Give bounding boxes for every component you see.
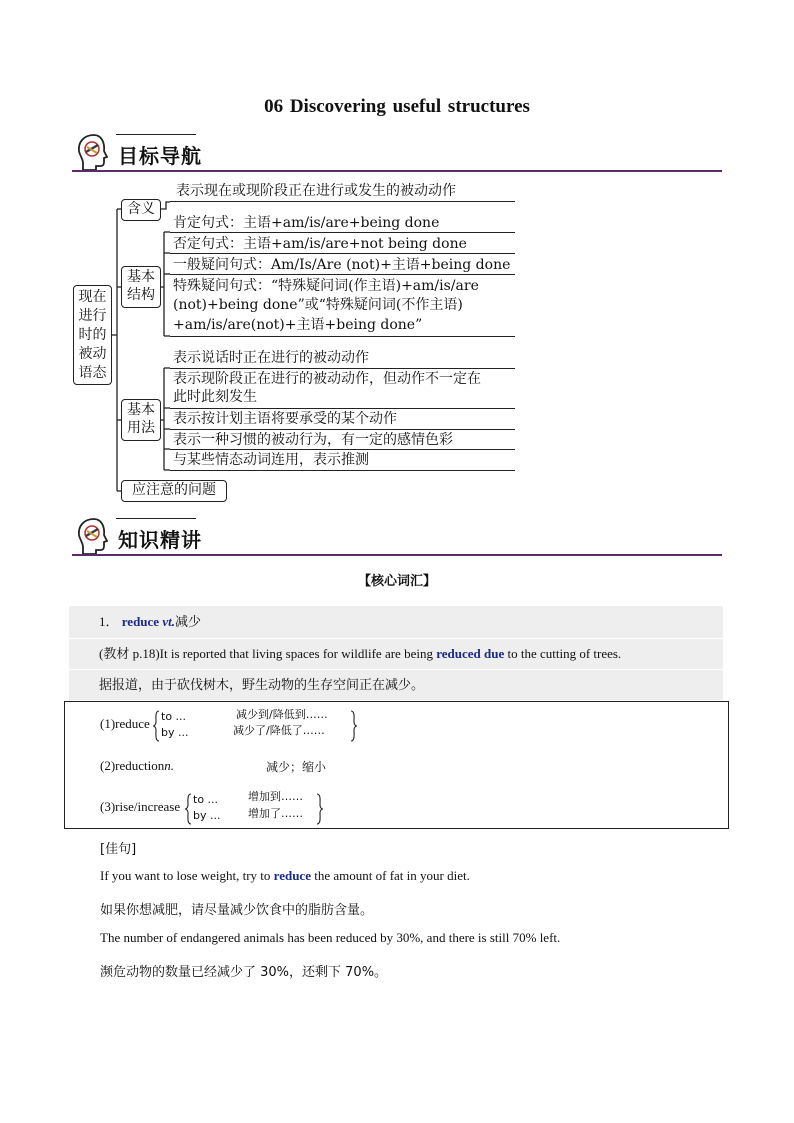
underline <box>170 253 515 254</box>
structure-negative: 否定句式：主语+am/is/are+not being done <box>173 236 467 252</box>
usage-item-5: 与某些情态动词连用，表示推测 <box>173 452 369 468</box>
underline <box>170 336 515 337</box>
usage-1-opt1: to ... <box>161 710 187 723</box>
usage-3-cn2: 增加了…… <box>248 807 303 820</box>
structure-special-question-1: 特殊疑问句式：“特殊疑问词(作主语)+am/is/are <box>173 278 479 294</box>
usage-2-word: (2)reduction <box>100 758 165 773</box>
good-sentence-1 <box>100 868 470 884</box>
structure-affirmative: 肯定句式：主语+am/is/are+being done <box>173 215 440 231</box>
branch-notes-label: 应注意的问题 <box>132 482 216 498</box>
good-sentence-1-highlight: reduce <box>273 868 311 883</box>
entry-meaning: 减少 <box>174 615 201 630</box>
page-title: 06 Discovering useful structures <box>264 96 530 117</box>
usage-1-head: (1)reduce <box>100 716 150 731</box>
usage-2-pos: n. <box>164 758 175 773</box>
head-profile-icon <box>74 516 110 556</box>
usage-3-opt2: by ... <box>193 809 221 822</box>
section-heading-text: 目标导航 <box>118 144 202 168</box>
section-heading-knowledge <box>72 516 722 560</box>
usage-item-2a: 表示现阶段正在进行的被动动作，但动作不一定在 <box>173 371 481 387</box>
left-brace-icon <box>184 793 192 825</box>
entry-translation-row <box>69 670 723 700</box>
structure-special-question-3: +am/is/are(not)+主语+being done” <box>173 317 423 333</box>
good-sentence-2: The number of endangered animals has been reduced by 30%, and there is still 70% left. <box>100 930 561 945</box>
good-sentence-2-translation: 濒危动物的数量已经减少了 30%，还剩下 70%。 <box>100 965 388 980</box>
branch-meaning-label: 含义 <box>127 201 155 217</box>
branch-usage <box>121 399 161 441</box>
usage-3-cn1: 增加到…… <box>248 790 303 803</box>
underline <box>170 470 515 471</box>
mindmap-root-label: 现在进行时的被动语态 <box>78 289 107 381</box>
usage-2-head <box>100 758 174 774</box>
structure-special-question-2: (not)+being done”或“特殊疑问词(不作主语) <box>173 297 463 313</box>
entry-headword-row <box>69 606 723 638</box>
usage-3-opt1: to ... <box>193 793 219 806</box>
example-highlight: reduced due <box>436 646 505 661</box>
example-translation: 据报道，由于砍伐树木，野生动物的生存空间正在减少。 <box>99 678 425 693</box>
usage-1-opt2: by ... <box>161 726 189 739</box>
mindmap-root <box>73 285 112 385</box>
underline <box>170 274 515 275</box>
underline <box>170 201 515 202</box>
branch-usage-label: 基本用法 <box>127 402 155 436</box>
right-brace-icon <box>316 793 324 825</box>
usage-item-2b: 此时此刻发生 <box>173 389 257 405</box>
left-brace-icon <box>152 710 160 742</box>
branch-structure-label: 基本结构 <box>127 269 155 303</box>
entry-number: 1． <box>99 614 119 629</box>
good-sentence-1-after: the amount of fat in your diet. <box>310 868 470 883</box>
good-sentence-label: [佳句] <box>100 842 137 857</box>
branch-structure <box>121 266 161 308</box>
branch-meaning <box>121 199 161 221</box>
entry-word: reduce <box>121 614 160 629</box>
usage-item-4: 表示一种习惯的被动行为，有一定的感情色彩 <box>173 432 453 448</box>
entry-pos: vt. <box>162 614 175 629</box>
example-text-before: It is reported that living spaces for wildlife are being <box>159 646 437 661</box>
good-sentence-1-translation: 如果你想减肥，请尽量减少饮食中的脂肪含量。 <box>100 903 374 918</box>
section-heading-text: 知识精讲 <box>118 528 202 552</box>
usage-item-3: 表示按计划主语将要承受的某个动作 <box>173 411 397 427</box>
underline <box>170 232 515 233</box>
good-sentence-1-before: If you want to lose weight, try to <box>100 868 274 883</box>
example-text-after: to the cutting of trees. <box>504 646 622 661</box>
structure-general-question: 一般疑问句式：Am/Is/Are (not)+主语+being done <box>173 257 511 273</box>
branch-notes <box>121 480 227 502</box>
core-vocabulary-label: 【核心词汇】 <box>357 574 436 589</box>
usage-1-cn2: 减少了/降低了…… <box>233 724 325 737</box>
entry-example-row <box>69 639 723 669</box>
usage-3-head: (3)rise/increase <box>100 799 181 814</box>
usage-1-cn1: 减少到/降低到…… <box>236 708 328 721</box>
meaning-item: 表示现在或现阶段正在进行或发生的被动动作 <box>176 183 456 199</box>
section-divider <box>72 554 722 556</box>
example-source: (教材 p.18) <box>99 646 160 661</box>
usage-item-1: 表示说话时正在进行的被动动作 <box>173 350 369 366</box>
right-brace-icon <box>350 710 358 742</box>
usage-2-cn: 减少；缩小 <box>266 760 327 774</box>
